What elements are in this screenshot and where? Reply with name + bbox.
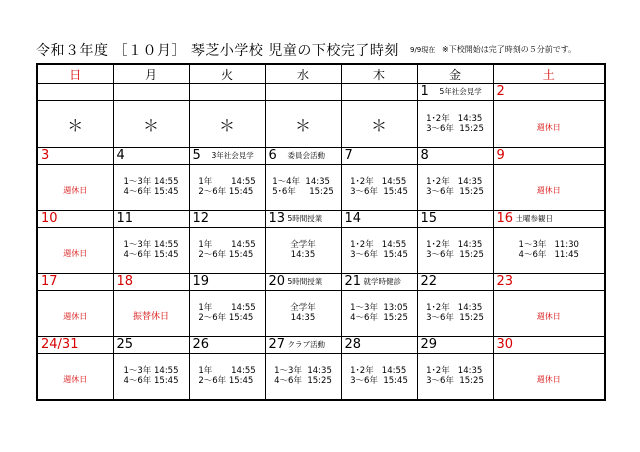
event-label: 3年社会見学 xyxy=(211,151,254,160)
dismissal-time-line: 1･2年 14:35 xyxy=(426,240,483,250)
date-number: 22 xyxy=(420,274,438,289)
dismissal-time-line: 1年 14:55 xyxy=(198,177,256,187)
dismissal-cell xyxy=(113,101,189,148)
date-cell xyxy=(189,211,265,228)
dismissal-row xyxy=(37,291,605,337)
dismissal-cell xyxy=(265,101,341,148)
date-number: 23 xyxy=(496,274,514,289)
date-cell xyxy=(37,148,113,165)
dismissal-time-line: 3〜6年 15:45 xyxy=(350,376,408,386)
header xyxy=(36,40,616,60)
date-cell xyxy=(417,337,493,354)
event-label: 就学時健診 xyxy=(363,277,401,286)
dismissal-time-line: 2〜6年 15:45 xyxy=(198,376,254,386)
dismissal-time-line: 4〜6年 15:45 xyxy=(123,187,179,197)
dismissal-times xyxy=(123,366,178,386)
date-cell xyxy=(493,337,605,354)
date-cell xyxy=(189,337,265,354)
date-row xyxy=(37,148,605,165)
dismissal-time-line: 4〜6年 15:45 xyxy=(123,250,179,260)
dismissal-cell xyxy=(113,228,189,274)
dismissal-time-line: 1年 14:55 xyxy=(198,240,256,250)
dismissal-time-line: 3〜6年 15:45 xyxy=(350,187,408,197)
dismissal-cell xyxy=(417,165,493,211)
date-row xyxy=(37,211,605,228)
date-number: 30 xyxy=(496,337,514,352)
dismissal-cell xyxy=(493,354,605,401)
date-cell xyxy=(37,211,113,228)
dismissal-time-line: 5･6年 15:25 xyxy=(272,187,334,197)
holiday-label: 週休日 xyxy=(63,186,88,195)
dismissal-time-line: 1〜3年 14:55 xyxy=(123,240,179,250)
date-number: 20 xyxy=(268,274,286,289)
dismissal-time-line: 1年 14:55 xyxy=(198,366,256,376)
dismissal-time-line: 3〜6年 15:25 xyxy=(426,187,484,197)
weekday-sat: 土 xyxy=(493,64,605,84)
dismissal-times xyxy=(198,177,255,197)
dismissal-cell xyxy=(417,354,493,401)
weekday-mon: 月 xyxy=(113,64,189,84)
no-school-mark: ＊ xyxy=(218,115,235,135)
dismissal-times xyxy=(350,303,408,323)
date-row xyxy=(37,337,605,354)
dismissal-cell xyxy=(417,228,493,274)
dismissal-times xyxy=(519,240,579,260)
date-cell xyxy=(113,211,189,228)
date-cell xyxy=(265,84,341,101)
event-label: 委員会活動 xyxy=(287,151,325,160)
date-cell xyxy=(189,84,265,101)
date-cell xyxy=(113,148,189,165)
date-cell xyxy=(265,337,341,354)
date-number: 26 xyxy=(192,337,210,352)
dismissal-note: ※下校開始は完了時刻の５分前です。 xyxy=(442,45,577,54)
dismissal-cell xyxy=(341,354,417,401)
dismissal-time-line: 1･2年 14:35 xyxy=(426,177,483,187)
date-number: 28 xyxy=(344,337,362,352)
dismissal-time-line: 1･2年 14:35 xyxy=(426,303,483,313)
weekday-tue: 火 xyxy=(189,64,265,84)
date-cell xyxy=(341,274,417,291)
date-cell xyxy=(265,274,341,291)
date-cell xyxy=(37,337,113,354)
date-cell xyxy=(493,84,605,101)
no-school-mark: ＊ xyxy=(67,115,84,135)
date-number: 14 xyxy=(344,211,362,226)
dismissal-times xyxy=(426,177,484,197)
date-cell xyxy=(37,274,113,291)
dismissal-row xyxy=(37,354,605,401)
no-school-mark: ＊ xyxy=(142,115,159,135)
weekday-header-row xyxy=(37,64,605,84)
event-label: 土曜参観日 xyxy=(515,214,553,223)
date-number: 6 xyxy=(268,148,277,163)
dismissal-cell xyxy=(265,165,341,211)
date-cell xyxy=(417,211,493,228)
date-number: 16 xyxy=(496,211,514,226)
date-cell xyxy=(417,84,493,101)
dismissal-time-line: 14:35 xyxy=(290,250,316,260)
date-cell xyxy=(341,337,417,354)
dismissal-row xyxy=(37,228,605,274)
dismissal-cell xyxy=(189,165,265,211)
event-label: クラブ活動 xyxy=(287,340,325,349)
date-number: 29 xyxy=(420,337,438,352)
date-number: 2 xyxy=(496,84,505,99)
dismissal-cell xyxy=(417,291,493,337)
dismissal-time-line: 全学年 xyxy=(290,240,316,250)
dismissal-time-line: 4〜6年 11:45 xyxy=(518,250,579,260)
date-number: 10 xyxy=(41,211,58,226)
holiday-label: 週休日 xyxy=(536,122,561,132)
dismissal-time-line: 1〜4年 14:35 xyxy=(272,177,330,187)
dismissal-times xyxy=(272,177,334,197)
dismissal-time-line: 14:35 xyxy=(290,313,316,323)
event-label: 5時間授業 xyxy=(287,277,323,286)
dismissal-time-line: 1･2年 14:55 xyxy=(350,177,407,187)
dismissal-cell xyxy=(189,354,265,401)
date-number: 21 xyxy=(344,274,362,289)
dismissal-cell xyxy=(37,228,113,274)
dismissal-cell xyxy=(493,165,605,211)
dismissal-cell xyxy=(493,291,605,337)
date-number: 15 xyxy=(420,211,438,226)
calendar-table xyxy=(36,63,606,401)
dismissal-cell xyxy=(341,101,417,148)
holiday-label: 振替休日 xyxy=(132,312,169,322)
date-number: 9 xyxy=(496,148,505,163)
date-number: 18 xyxy=(116,274,134,289)
dismissal-cell xyxy=(341,228,417,274)
weekday-sun: 日 xyxy=(37,64,113,84)
dismissal-cell xyxy=(265,228,341,274)
date-number: 4 xyxy=(116,148,125,163)
dismissal-cell xyxy=(37,354,113,401)
date-cell xyxy=(341,148,417,165)
dismissal-time-line: 1〜3年 14:55 xyxy=(123,366,179,376)
dismissal-time-line: 1〜3年 11:30 xyxy=(518,240,579,250)
dismissal-time-line: 2〜6年 15:45 xyxy=(198,313,254,323)
dismissal-time-line: 3〜6年 15:25 xyxy=(426,123,484,134)
dismissal-time-line: 1･2年 14:35 xyxy=(426,113,483,124)
date-number: 24/31 xyxy=(41,337,79,352)
dismissal-cell xyxy=(417,101,493,148)
holiday-label: 週休日 xyxy=(63,249,88,258)
date-cell xyxy=(341,211,417,228)
dismissal-cell xyxy=(37,101,113,148)
dismissal-cell xyxy=(37,165,113,211)
date-number: 27 xyxy=(268,337,286,352)
date-cell xyxy=(417,274,493,291)
dismissal-times xyxy=(123,177,178,197)
date-number: 8 xyxy=(420,148,429,163)
dismissal-cell xyxy=(189,228,265,274)
dismissal-times xyxy=(350,177,408,197)
event-label: 5年社会見学 xyxy=(439,87,482,96)
date-cell xyxy=(113,84,189,101)
date-cell xyxy=(265,211,341,228)
date-cell xyxy=(189,274,265,291)
date-cell xyxy=(341,84,417,101)
date-number: 25 xyxy=(116,337,134,352)
dismissal-times xyxy=(274,366,332,386)
dismissal-row xyxy=(37,101,605,148)
date-number: 12 xyxy=(192,211,210,226)
date-number: 7 xyxy=(344,148,353,163)
date-number: 13 xyxy=(268,211,286,226)
dismissal-cell xyxy=(189,101,265,148)
dismissal-cell xyxy=(113,291,189,337)
dismissal-cell xyxy=(113,165,189,211)
dismissal-time-line: 4〜6年 15:45 xyxy=(123,376,179,386)
dismissal-time-line: 3〜6年 15:25 xyxy=(426,313,484,323)
date-row xyxy=(37,84,605,101)
dismissal-times xyxy=(426,114,484,134)
holiday-label: 週休日 xyxy=(536,312,561,321)
date-cell xyxy=(113,274,189,291)
dismissal-time-line: 全学年 xyxy=(290,303,316,313)
date-cell xyxy=(417,148,493,165)
dismissal-times xyxy=(350,366,408,386)
date-number: 1 xyxy=(420,84,429,99)
date-number: 17 xyxy=(41,274,58,289)
weekday-wed: 水 xyxy=(265,64,341,84)
date-cell xyxy=(189,148,265,165)
dismissal-time-line: 1･2年 14:55 xyxy=(350,240,407,250)
date-number: 3 xyxy=(41,148,50,163)
dismissal-times xyxy=(123,240,178,260)
dismissal-time-line: 3〜6年 15:25 xyxy=(426,376,484,386)
holiday-label: 週休日 xyxy=(536,375,561,384)
dismissal-times xyxy=(426,240,484,260)
dismissal-time-line: 1･2年 14:35 xyxy=(426,366,483,376)
dismissal-row xyxy=(37,165,605,211)
dismissal-times xyxy=(290,240,316,260)
dismissal-cell xyxy=(37,291,113,337)
dismissal-times xyxy=(198,240,255,260)
no-school-mark: ＊ xyxy=(294,115,311,135)
dismissal-times xyxy=(290,303,316,323)
date-cell xyxy=(493,211,605,228)
date-cell xyxy=(493,148,605,165)
date-cell xyxy=(37,84,113,101)
dismissal-times xyxy=(426,366,484,386)
dismissal-time-line: 3〜6年 15:45 xyxy=(350,250,408,260)
dismissal-cell xyxy=(341,165,417,211)
page-title: 令和３年度 ［１０月］ 琴芝小学校 児童の下校完了時刻 xyxy=(36,43,399,59)
dismissal-cell xyxy=(341,291,417,337)
holiday-label: 週休日 xyxy=(63,375,88,384)
dismissal-cell xyxy=(493,101,605,148)
date-cell xyxy=(493,274,605,291)
dismissal-cell xyxy=(493,228,605,274)
dismissal-cell xyxy=(265,291,341,337)
dismissal-time-line: 1〜3年 13:05 xyxy=(350,303,408,313)
date-row xyxy=(37,274,605,291)
dismissal-times xyxy=(350,240,408,260)
dismissal-time-line: 1〜3年 14:55 xyxy=(123,177,179,187)
date-cell xyxy=(265,148,341,165)
date-number: 19 xyxy=(192,274,210,289)
dismissal-times xyxy=(426,303,484,323)
dismissal-times xyxy=(198,366,255,386)
dismissal-time-line: 3〜6年 15:25 xyxy=(426,250,484,260)
date-number: 11 xyxy=(116,211,134,226)
as-of-date: 9/9現在 xyxy=(410,46,436,54)
date-cell xyxy=(113,337,189,354)
dismissal-times xyxy=(198,303,255,323)
event-label: 5時間授業 xyxy=(287,214,323,223)
dismissal-cell xyxy=(265,354,341,401)
dismissal-time-line: 2〜6年 15:45 xyxy=(198,250,254,260)
dismissal-time-line: 1･2年 14:55 xyxy=(350,366,407,376)
dismissal-time-line: 4〜6年 15:25 xyxy=(274,376,332,386)
dismissal-cell xyxy=(113,354,189,401)
dismissal-time-line: 1〜3年 14:35 xyxy=(274,366,332,376)
dismissal-time-line: 2〜6年 15:45 xyxy=(198,187,254,197)
weekday-fri: 金 xyxy=(417,64,493,84)
weekday-thu: 木 xyxy=(341,64,417,84)
holiday-label: 週休日 xyxy=(536,186,561,195)
dismissal-cell xyxy=(189,291,265,337)
dismissal-time-line: 4〜6年 15:25 xyxy=(350,313,408,323)
date-number: 5 xyxy=(192,148,201,163)
dismissal-time-line: 1年 14:55 xyxy=(198,303,256,313)
holiday-label: 週休日 xyxy=(63,312,88,321)
no-school-mark: ＊ xyxy=(370,115,387,135)
